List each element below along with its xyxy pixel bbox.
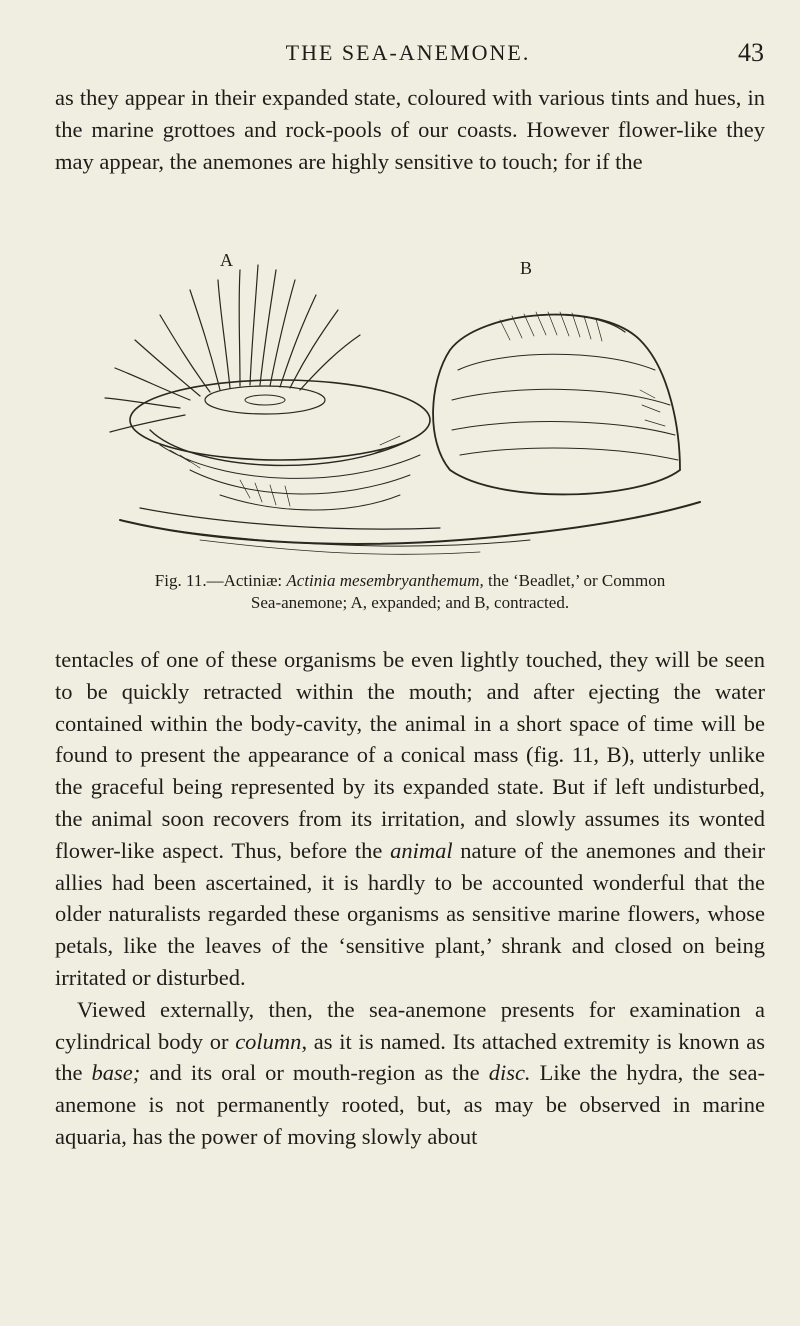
page-number: 43: [738, 38, 764, 67]
paragraph-3-part-1: Viewed externally, then, the sea-anemone presents for examination a cylindrical body or: [55, 996, 765, 1054]
paragraph-3: [55, 994, 765, 1153]
paragraph-3-italic-column: column: [235, 1028, 302, 1054]
body-text-block: [55, 644, 765, 1153]
caption-rest: the ‘Beadlet,’ or Common: [483, 571, 666, 590]
sea-anemone-illustration: [80, 240, 720, 560]
page-header: [52, 40, 764, 80]
top-paragraph-block: [55, 82, 765, 177]
paragraph-2-part-1: tentacles of one of these organisms be even lightly touched, they will be seen to be quickly retracted within the mouth; and after ejecting the water contained within the body-cavity, the animal in a short space of time will be found to present the appearance of a conical mass (fig. 11, B), utterly unlike the graceful being represented by its expanded state. But if left undisturbed, the animal soon recovers from its irritation, and slowly assumes its wonted flower-like aspect. Thus, before the: [55, 647, 765, 863]
paragraph-3-part-2: , as it is named. Its attached extremity is known as the: [55, 1028, 765, 1086]
paragraph-2-italic-animal: animal: [390, 837, 453, 863]
figure-label-a: A: [220, 250, 233, 270]
paragraph-2: [55, 644, 765, 994]
caption-line-2: Sea-anemone; A, expanded; and B, contracted.: [250, 593, 570, 612]
paragraph-2-part-2: nature of the anemones and their allies had been ascertained, it is hardly to be accounted wonderful that the older naturalists regarded these organisms as sensitive marine flowers, whose petals, like the leaves of the ‘sensitive plant,’ shrank and closed on being irritated or disturbed.: [55, 837, 765, 990]
running-head: THE SEA-ANEMONE.: [285, 40, 531, 65]
paragraph-3-italic-disc: disc.: [488, 1060, 531, 1086]
paragraph-3-part-4: Like the hydra, the sea-anemone is not permanently rooted, but, as may be observed in marine aquaria, has the power of moving slowly about: [55, 1060, 765, 1149]
sea-anemone-figure: [80, 240, 720, 560]
figure-caption: [55, 570, 765, 614]
figure-label-b: B: [520, 258, 533, 278]
paragraph-3-part-3: and its oral or mouth-region as the: [140, 1060, 489, 1086]
caption-prefix: Fig. 11.—Actiniæ:: [154, 571, 287, 590]
caption-line-1: [55, 570, 765, 592]
caption-species: Actinia mesembryanthemum,: [286, 571, 484, 590]
top-paragraph: as they appear in their expanded state, coloured with various tints and hues, in the marine grottoes and rock-pools of our coasts. However flower-like they may appear, the anemones are highly sensitive to touch; for if the: [55, 85, 765, 174]
paragraph-3-italic-base: base;: [91, 1060, 141, 1086]
